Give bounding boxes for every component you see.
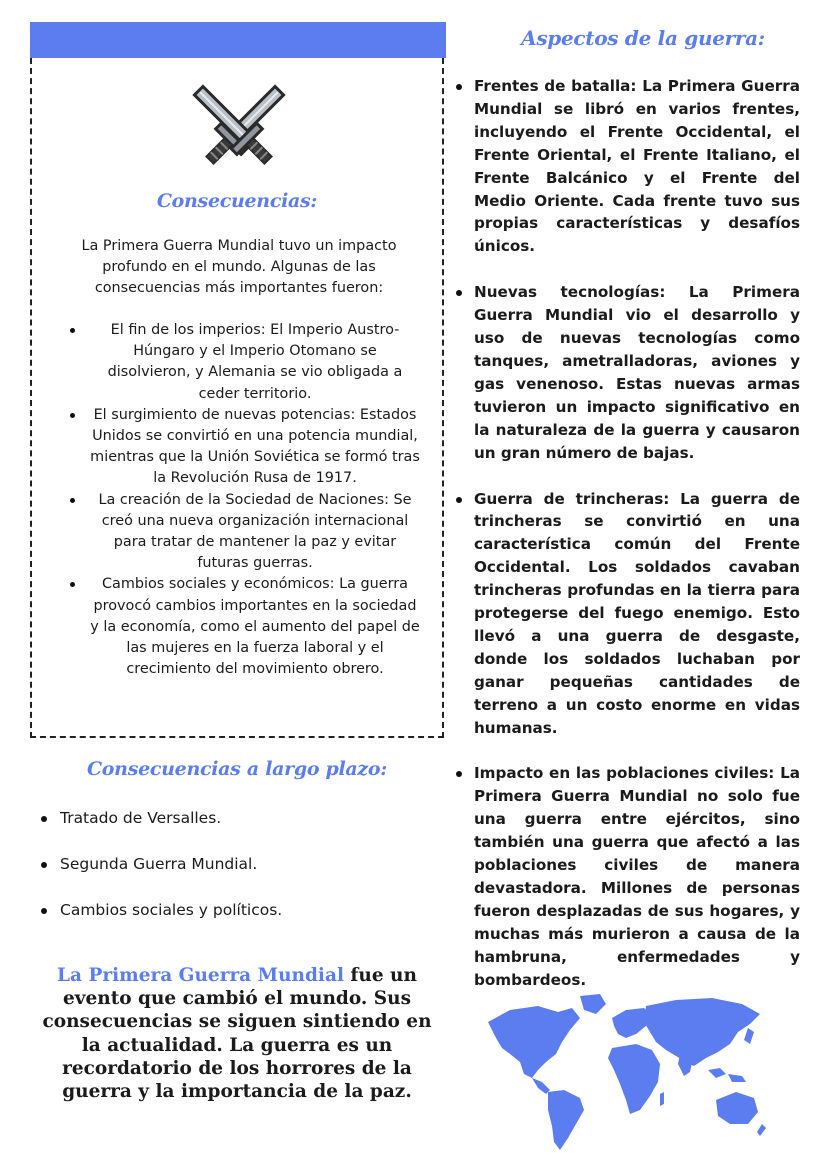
list-item-text: Tratado de Versalles. bbox=[60, 809, 222, 827]
list-item-text: Guerra de trincheras: La guerra de trincheras se convirtió en una característica común del Frente Occidental. Los soldados cavaban trincheras profundas en la tierra para protegerse del fuego enemigo. Esto llevó a una guerra de desgaste, donde los soldados luchaban por ganar pequeñas cantidades de terreno a un costo enorme en vidas humanas. bbox=[474, 489, 800, 737]
consecuencias-title: Consecuencias: bbox=[156, 190, 318, 212]
bullet-icon bbox=[456, 84, 462, 90]
closing-statement bbox=[30, 964, 444, 1103]
list-item-text: Segunda Guerra Mundial. bbox=[60, 855, 258, 873]
closing-highlight: La Primera Guerra Mundial bbox=[57, 965, 344, 986]
header-banner bbox=[30, 22, 446, 58]
list-item bbox=[452, 281, 800, 464]
bullet-icon bbox=[456, 290, 462, 296]
list-item bbox=[38, 808, 282, 831]
bullet-icon bbox=[456, 497, 462, 503]
largo-plazo-list bbox=[38, 808, 282, 946]
consecuencias-intro: La Primera Guerra Mundial tuvo un impacto profundo en el mundo. Algunas de las consecuencias más importantes fueron: bbox=[81, 238, 397, 296]
crossed-swords-icon bbox=[183, 80, 295, 182]
list-item bbox=[38, 854, 282, 877]
bullet-icon bbox=[70, 413, 75, 418]
list-item bbox=[60, 405, 420, 490]
bullet-icon bbox=[70, 328, 75, 333]
bullet-icon bbox=[70, 582, 75, 587]
list-item bbox=[60, 574, 420, 680]
list-item bbox=[452, 75, 800, 258]
list-item-text: Nuevas tecnologías: La Primera Guerra Mundial vio el desarrollo y uso de nuevas tecnologías como tanques, ametralladoras, aviones y gas venenoso. Estas nuevas armas tuvieron un impacto significativo en la naturaleza de la guerra y causaron un gran número de bajas. bbox=[474, 283, 800, 462]
bullet-icon bbox=[41, 908, 47, 914]
list-item-text: Impacto en las poblaciones civiles: La Primera Guerra Mundial no solo fue una guerra entre ejércitos, sino también una guerra que afectó a las poblaciones civiles de manera devastadora. Millones de personas fueron desplazadas de sus hogares, y muchas más murieron a causa de la hambruna, enfermedades y bombardeos. bbox=[474, 764, 800, 989]
consecuencias-list bbox=[60, 320, 420, 680]
list-item-text: Cambios sociales y políticos. bbox=[60, 901, 283, 919]
bullet-icon bbox=[41, 862, 47, 868]
list-item bbox=[38, 900, 282, 923]
bullet-icon bbox=[70, 498, 75, 503]
list-item bbox=[452, 762, 800, 991]
list-item-text: El surgimiento de nuevas potencias: Estados Unidos se convirtió en una potencia mundial, mientras que la Unión Soviética se formó tras la Revolución Rusa de 1917. bbox=[90, 406, 420, 487]
list-item-text: Frentes de batalla: La Primera Guerra Mundial se libró en varios frentes, incluyendo el Frente Occidental, el Frente Oriental, el Frente Italiano, el Frente Balcánico y el Frente del Medio Oriente. Cada frente tuvo sus propias características y desafíos únicos. bbox=[474, 77, 800, 256]
bullet-icon bbox=[456, 771, 462, 777]
largo-plazo-title: Consecuencias a largo plazo: bbox=[86, 758, 388, 780]
list-item bbox=[452, 488, 800, 740]
list-item-text: El fin de los imperios: El Imperio Austro-Húngaro y el Imperio Otomano se disolvieron, y Alemania se vio obligada a ceder territorio. bbox=[107, 322, 403, 402]
closing-rest: fue un evento que cambió el mundo. Sus consecuencias se siguen sintiendo en la actualidad. La guerra es un recordatorio de los horrores de la guerra y la importancia de la paz. bbox=[42, 965, 432, 1103]
list-item bbox=[60, 320, 420, 405]
list-item-text: La creación de la Sociedad de Naciones: Se creó una nueva organización internacional para tratar de mantener la paz y evitar futuras guerras. bbox=[98, 491, 412, 572]
bullet-icon bbox=[41, 816, 47, 822]
world-map-icon bbox=[480, 992, 770, 1152]
list-item bbox=[60, 490, 420, 575]
aspectos-title: Aspectos de la guerra: bbox=[521, 26, 765, 50]
list-item-text: Cambios sociales y económicos: La guerra provocó cambios importantes en la sociedad y la economía, como el aumento del papel de las mujeres en la fuerza laboral y el crecimiento del movimiento obrero. bbox=[90, 576, 420, 678]
aspectos-list bbox=[452, 75, 800, 1015]
